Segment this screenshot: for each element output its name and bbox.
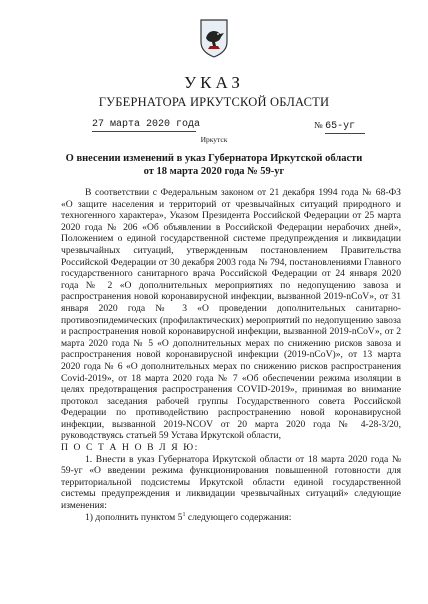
- document-title: [40, 152, 388, 178]
- subitem-1-prefix: 1) дополнить пунктом 5: [85, 511, 183, 523]
- preamble-paragraph: В соответствии с Федеральным законом от 21 декабря 1994 года № 68-ФЗ «О защите населения и территорий от чрезвычайных ситуаций природного и техногенного характера», Указом Президента Российской Федерации от 25 марта 2020 года № 206 «Об объявлении в Российской Федерации нерабочих дней», Положением о единой государственной системе предупреждения и ликвидации чрезвычайных ситуаций, утвержденным постановлением Правительства Российской Федерации от 30 декабря 2003 года № 794, постановлениями Главного государственного санитарного врача Российской Федерации от 24 января 2020 года № 2 «О дополнительных мероприятиях по недопущению завоза и распространения новой коронавирусной инфекции, вызванной 2019-nCoV», от 31 января 2020 года № 3 «О проведении дополнительных санитарно-противоэпидемических (профилактических) мероприятий по недопущению завоза и распространения новой коронавирусной инфекции, вызванной 2019-nCoV», от 2 марта 2020 года № 5 «О дополнительных мерах по снижению рисков завоза и распространения новой коронавирусной инфекции (2019-nCoV)», от 13 марта 2020 года № 6 «О дополнительных мерах по снижению рисков распространения Covid-2019», от 18 марта 2020 года № 7 «Об обеспечении режима изоляции в целях предотвращения распространения COVID-2019», принимая во внимание протокол заседания рабочей группы Государственного совета Российской Федерации по противодействию распространению новой коронавирусной инфекции, вызванной 2019-NCOV от 20 марта 2020 года № 4-28-3/20, руководствуясь статьей 59 Устава Иркутской области,: [61, 187, 401, 442]
- city-name: Иркутск: [200, 135, 228, 144]
- number-sign: №: [314, 120, 323, 130]
- decree-date: 27 марта 2020 года: [92, 119, 201, 130]
- coat-of-arms-icon: [198, 18, 230, 58]
- document-body: [61, 187, 401, 523]
- decree-number: [314, 119, 374, 134]
- decree-heading: УКАЗ: [184, 73, 244, 92]
- subitem-1-paragraph: [61, 512, 401, 524]
- title-line-1: О внесении изменений в указ Губернатора Иркутской области: [65, 153, 363, 164]
- subitem-1-suffix: следующего содержания:: [185, 511, 292, 523]
- resolution-heading: П О С Т А Н О В Л Я Ю:: [61, 442, 199, 454]
- issuer-title: ГУБЕРНАТОРА ИРКУТСКОЙ ОБЛАСТИ: [98, 95, 330, 109]
- number-value: 65-уг: [325, 121, 365, 134]
- title-line-2: от 18 марта 2020 года № 59-уг: [143, 166, 285, 177]
- subitem-1-superscript: 1: [182, 511, 186, 518]
- item-1-paragraph: 1. Внести в указ Губернатора Иркутской области от 18 марта 2020 года № 59-уг «О введении режима функционирования повышенной готовности для территориальной подсистемы Иркутской области единой государственной системы предупреждения и ликвидации чрезвычайных ситуаций» следующие изменения:: [61, 453, 401, 512]
